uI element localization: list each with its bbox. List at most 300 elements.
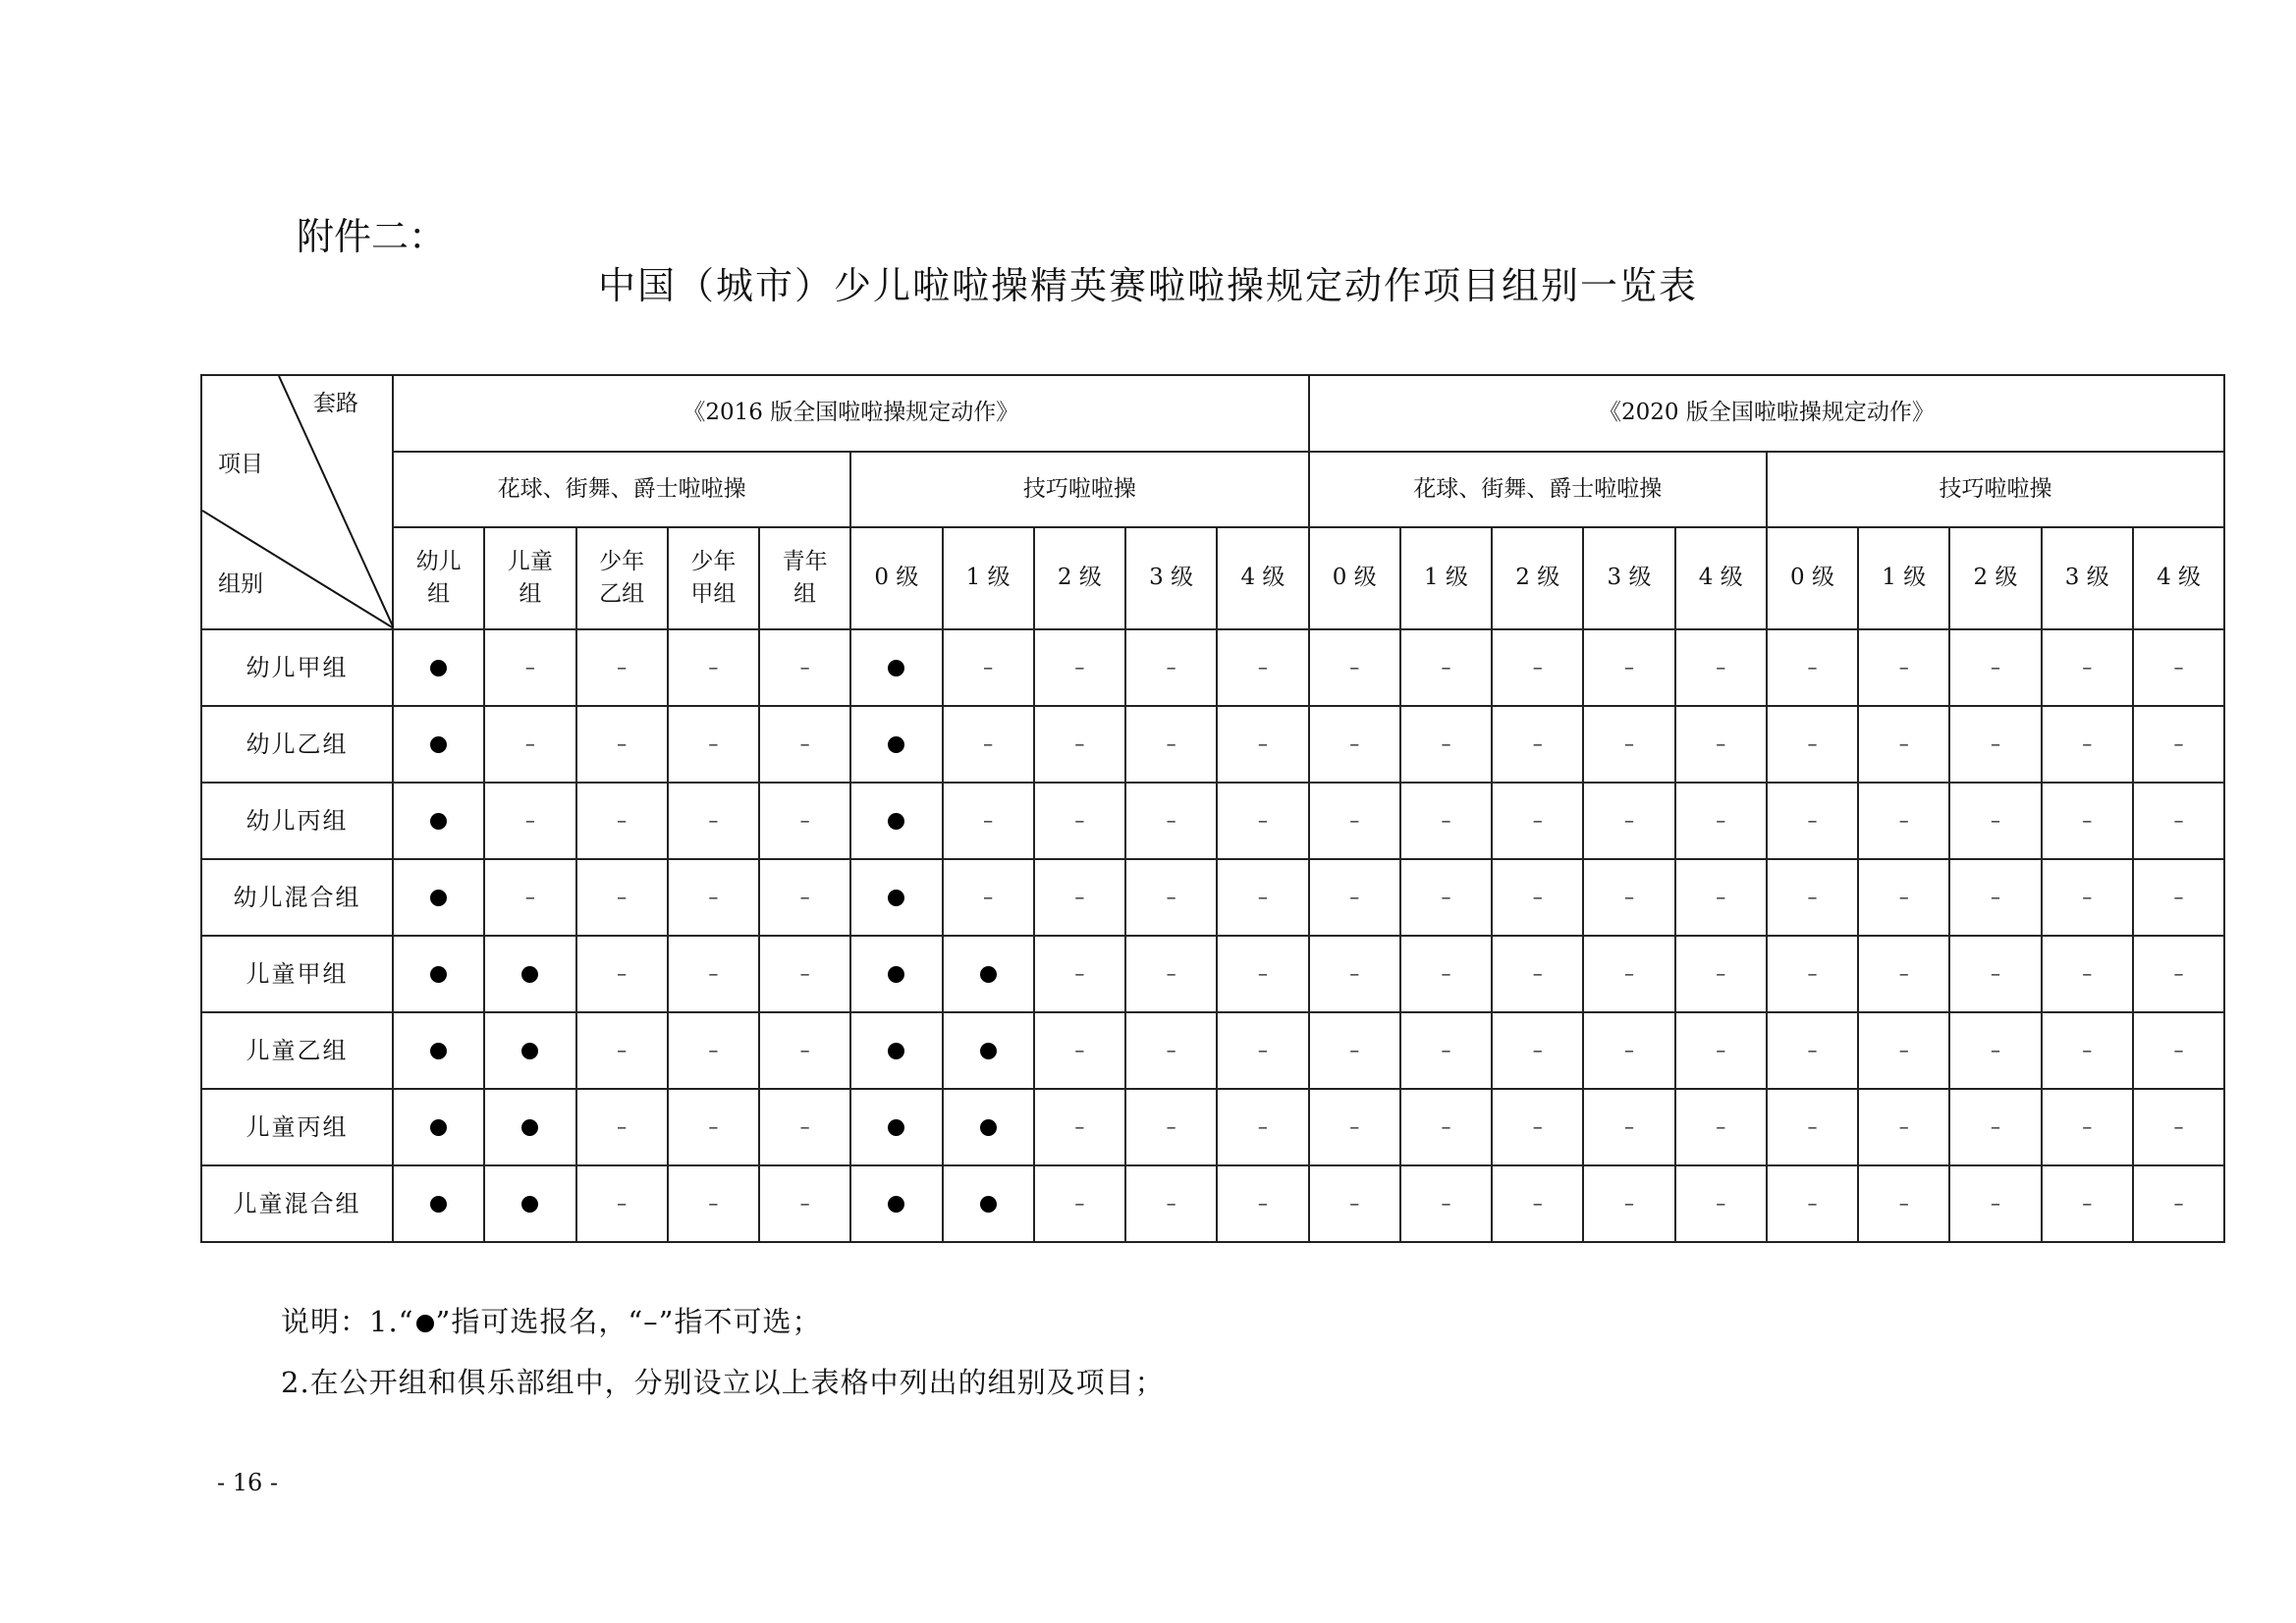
availability-cell [1583, 936, 1674, 1012]
availability-cell [1400, 706, 1492, 783]
not-selectable-dash: – [1898, 1114, 1909, 1139]
availability-cell [1492, 1012, 1583, 1089]
not-selectable-dash: – [2082, 655, 2093, 679]
availability-cell [1767, 783, 1858, 859]
selectable-dot-icon [980, 1196, 997, 1213]
availability-cell [484, 783, 575, 859]
availability-cell [668, 1165, 759, 1242]
edition-header-2020: 《2020 版全国啦啦操规定动作》 [1309, 375, 2225, 452]
header-row-editions [201, 375, 2224, 452]
not-selectable-dash: – [1349, 885, 1360, 909]
not-selectable-dash: – [708, 731, 719, 756]
availability-cell [1492, 859, 1583, 936]
not-selectable-dash: – [1898, 1038, 1909, 1062]
not-selectable-dash: – [1074, 731, 1085, 756]
availability-cell [576, 629, 668, 706]
availability-cell [1583, 1012, 1674, 1089]
not-selectable-dash: – [1074, 961, 1085, 986]
level-header-cell [850, 527, 942, 629]
availability-cell [576, 936, 668, 1012]
not-selectable-dash: – [524, 808, 535, 833]
not-selectable-dash: – [2082, 885, 2093, 909]
not-selectable-dash: – [1441, 885, 1451, 909]
selectable-dot-icon [430, 890, 447, 906]
group-name-cell: 儿童乙组 [201, 1012, 393, 1089]
availability-cell [576, 1012, 668, 1089]
availability-cell [1125, 706, 1217, 783]
not-selectable-dash: – [799, 961, 810, 986]
availability-cell [576, 706, 668, 783]
group-name-cell: 儿童甲组 [201, 936, 393, 1012]
availability-cell [943, 629, 1034, 706]
availability-cell [1034, 629, 1125, 706]
level-header-cell [943, 527, 1034, 629]
level-header-cell [576, 527, 668, 629]
level-header-text: 3 级 [1149, 565, 1194, 591]
availability-cell [1675, 783, 1767, 859]
not-selectable-dash: – [1623, 1038, 1634, 1062]
not-selectable-dash: – [1623, 1191, 1634, 1216]
not-selectable-dash: – [1074, 1114, 1085, 1139]
availability-cell [1492, 1089, 1583, 1165]
level-header-text: 组 [519, 581, 542, 608]
availability-cell [576, 1165, 668, 1242]
selectable-dot-icon [430, 660, 447, 676]
event-table [200, 374, 2225, 1243]
selectable-dot-icon [888, 736, 904, 753]
availability-cell [1949, 936, 2041, 1012]
availability-cell [1675, 859, 1767, 936]
group-name-cell: 儿童丙组 [201, 1089, 393, 1165]
availability-cell [759, 706, 850, 783]
note-line-2: 2.在公开组和俱乐部组中，分别设立以上表格中列出的组别及项目； [281, 1366, 1165, 1399]
not-selectable-dash: – [1532, 655, 1543, 679]
availability-cell [1125, 783, 1217, 859]
not-selectable-dash: – [1257, 1114, 1268, 1139]
not-selectable-dash: – [1349, 961, 1360, 986]
availability-cell [1492, 1165, 1583, 1242]
availability-cell [850, 783, 942, 859]
availability-cell [1034, 1012, 1125, 1089]
note-1-prefix: 说明：1.“ [281, 1305, 414, 1338]
availability-cell [1217, 859, 1308, 936]
availability-cell [1034, 783, 1125, 859]
availability-cell [668, 629, 759, 706]
availability-cell [1675, 1165, 1767, 1242]
availability-cell [2042, 706, 2133, 783]
not-selectable-dash: – [1257, 1191, 1268, 1216]
group-name-cell: 幼儿乙组 [201, 706, 393, 783]
selectable-dot-icon [888, 1043, 904, 1059]
not-selectable-dash: – [799, 1191, 810, 1216]
availability-cell [484, 1089, 575, 1165]
not-selectable-dash: – [1807, 655, 1818, 679]
availability-cell [1309, 936, 1400, 1012]
availability-cell [1492, 706, 1583, 783]
availability-cell [1492, 783, 1583, 859]
not-selectable-dash: – [1441, 808, 1451, 833]
availability-cell [1767, 859, 1858, 936]
not-selectable-dash: – [1716, 1038, 1726, 1062]
not-selectable-dash: – [1898, 1191, 1909, 1216]
availability-cell [1767, 1089, 1858, 1165]
availability-cell [850, 1165, 942, 1242]
not-selectable-dash: – [1532, 1114, 1543, 1139]
level-header-cell [1858, 527, 1949, 629]
availability-cell [1217, 1089, 1308, 1165]
availability-cell [668, 1089, 759, 1165]
availability-cell [1217, 706, 1308, 783]
level-header-text: 3 级 [1607, 565, 1652, 591]
availability-cell [1949, 1089, 2041, 1165]
availability-cell [2133, 936, 2224, 1012]
not-selectable-dash: – [2082, 1114, 2093, 1139]
level-header-cell [1217, 527, 1308, 629]
table-row [201, 859, 2224, 936]
not-selectable-dash: – [708, 1038, 719, 1062]
not-selectable-dash: – [524, 655, 535, 679]
table-row [201, 783, 2224, 859]
not-selectable-dash: – [617, 1191, 628, 1216]
availability-cell [2042, 1165, 2133, 1242]
availability-cell [1309, 1089, 1400, 1165]
not-selectable-dash: – [983, 655, 994, 679]
not-selectable-dash: – [1716, 1191, 1726, 1216]
availability-cell [576, 859, 668, 936]
availability-cell [850, 936, 942, 1012]
availability-cell [2133, 1089, 2224, 1165]
not-selectable-dash: – [1623, 961, 1634, 986]
edition-header-2016: 《2016 版全国啦啦操规定动作》 [393, 375, 1309, 452]
availability-cell [2042, 783, 2133, 859]
not-selectable-dash: – [1441, 1191, 1451, 1216]
availability-cell [759, 783, 850, 859]
not-selectable-dash: – [617, 655, 628, 679]
level-header-text: 3 级 [2064, 565, 2109, 591]
not-selectable-dash: – [1532, 1191, 1543, 1216]
level-header-text: 0 级 [1790, 565, 1834, 591]
not-selectable-dash: – [1349, 1191, 1360, 1216]
selectable-dot-icon [888, 966, 904, 983]
availability-cell [943, 1089, 1034, 1165]
not-selectable-dash: – [1166, 655, 1176, 679]
availability-cell [484, 1012, 575, 1089]
not-selectable-dash: – [1807, 885, 1818, 909]
availability-cell [393, 783, 484, 859]
availability-cell [1858, 936, 1949, 1012]
level-header-text: 4 级 [2157, 565, 2202, 591]
availability-cell [1583, 859, 1674, 936]
not-selectable-dash: – [2082, 961, 2093, 986]
not-selectable-dash: – [1990, 731, 2000, 756]
not-selectable-dash: – [2173, 1038, 2184, 1062]
level-header-cell [2042, 527, 2133, 629]
not-selectable-dash: – [1166, 961, 1176, 986]
availability-cell [1949, 1012, 2041, 1089]
level-header-cell [393, 527, 484, 629]
not-selectable-dash: – [1807, 731, 1818, 756]
availability-cell [850, 706, 942, 783]
availability-cell [1125, 1089, 1217, 1165]
availability-cell [1217, 783, 1308, 859]
not-selectable-dash: – [1257, 1038, 1268, 1062]
availability-cell [1949, 706, 2041, 783]
not-selectable-dash: – [1898, 961, 1909, 986]
table-row [201, 1165, 2224, 1242]
table-row [201, 1012, 2224, 1089]
not-selectable-dash: – [1807, 961, 1818, 986]
availability-cell [1675, 1012, 1767, 1089]
availability-cell [484, 1165, 575, 1242]
not-selectable-dash: – [1074, 808, 1085, 833]
availability-cell [393, 1089, 484, 1165]
group-name-cell: 幼儿丙组 [201, 783, 393, 859]
availability-cell [1583, 783, 1674, 859]
not-selectable-dash: – [2173, 1114, 2184, 1139]
availability-cell [1583, 1165, 1674, 1242]
level-header-cell [484, 527, 575, 629]
not-selectable-dash: – [983, 808, 994, 833]
note-1-suffix: ”指不可选； [658, 1305, 822, 1338]
not-selectable-dash: – [1349, 655, 1360, 679]
availability-cell [1400, 1165, 1492, 1242]
availability-cell [1034, 859, 1125, 936]
selectable-dot-icon [980, 1119, 997, 1136]
not-selectable-dash: – [708, 808, 719, 833]
not-selectable-dash: – [1257, 885, 1268, 909]
level-header-text: 0 级 [1332, 565, 1377, 591]
level-header-cell [1034, 527, 1125, 629]
availability-cell [1400, 783, 1492, 859]
availability-cell [1034, 936, 1125, 1012]
not-selectable-dash: – [1257, 961, 1268, 986]
not-selectable-dash: – [1990, 1038, 2000, 1062]
not-selectable-dash: – [1716, 655, 1726, 679]
availability-cell [1400, 1012, 1492, 1089]
level-header-text: 儿童 [507, 548, 553, 574]
selectable-dot-icon [430, 966, 447, 983]
availability-cell [1767, 936, 1858, 1012]
availability-cell [1767, 629, 1858, 706]
category-header-stunt-2020: 技巧啦啦操 [1767, 452, 2224, 528]
category-header-stunt-2016: 技巧啦啦操 [850, 452, 1308, 528]
availability-cell [1217, 936, 1308, 1012]
selectable-dot-icon [416, 1315, 434, 1332]
availability-cell [484, 706, 575, 783]
selectable-dot-icon [521, 966, 538, 983]
availability-cell [2042, 859, 2133, 936]
availability-cell [943, 859, 1034, 936]
availability-cell [2133, 629, 2224, 706]
level-header-text: 2 级 [1057, 565, 1102, 591]
not-selectable-dash: – [1898, 655, 1909, 679]
table-row [201, 706, 2224, 783]
corner-label-group: 组别 [218, 571, 263, 597]
selectable-dot-icon [888, 1119, 904, 1136]
level-header-text: 少年 [690, 548, 737, 574]
not-selectable-dash: – [1074, 885, 1085, 909]
not-selectable-dash: – [1990, 1114, 2000, 1139]
not-selectable-dash: – [1990, 808, 2000, 833]
not-selectable-dash: – [1990, 655, 2000, 679]
level-header-cell [2133, 527, 2224, 629]
category-header-pom-2016: 花球、街舞、爵士啦啦操 [393, 452, 850, 528]
availability-cell [1858, 706, 1949, 783]
availability-cell [1583, 706, 1674, 783]
not-selectable-dash: – [708, 1114, 719, 1139]
level-header-cell [1583, 527, 1674, 629]
availability-cell [1309, 629, 1400, 706]
availability-cell [1949, 859, 2041, 936]
availability-cell [1400, 1089, 1492, 1165]
not-selectable-dash: – [1623, 885, 1634, 909]
availability-cell [759, 859, 850, 936]
level-header-cell [668, 527, 759, 629]
availability-cell [1949, 1165, 2041, 1242]
availability-cell [1858, 1089, 1949, 1165]
availability-cell [576, 783, 668, 859]
availability-cell [484, 859, 575, 936]
level-header-text: 乙组 [599, 581, 645, 608]
note-1-mid: ”指可选报名，“ [435, 1305, 644, 1338]
not-selectable-dash: – [1349, 1114, 1360, 1139]
page-title: 中国（城市）少儿啦啦操精英赛啦啦操规定动作项目组别一览表 [597, 264, 1698, 307]
availability-cell [2133, 859, 2224, 936]
not-selectable-dash: – [2173, 961, 2184, 986]
availability-cell [1858, 783, 1949, 859]
selectable-dot-icon [980, 966, 997, 983]
note-1-dash: – [643, 1305, 659, 1338]
selectable-dot-icon [521, 1119, 538, 1136]
level-header-text: 2 级 [1973, 565, 2018, 591]
availability-cell [943, 706, 1034, 783]
not-selectable-dash: – [1166, 885, 1176, 909]
availability-cell [393, 706, 484, 783]
availability-cell [1858, 859, 1949, 936]
not-selectable-dash: – [1349, 1038, 1360, 1062]
availability-cell [1675, 1089, 1767, 1165]
not-selectable-dash: – [799, 885, 810, 909]
availability-cell [1217, 1165, 1308, 1242]
availability-cell [759, 629, 850, 706]
not-selectable-dash: – [1807, 808, 1818, 833]
level-header-cell [1125, 527, 1217, 629]
not-selectable-dash: – [1166, 731, 1176, 756]
level-header-cell [1400, 527, 1492, 629]
level-header-cell [1309, 527, 1400, 629]
not-selectable-dash: – [1532, 885, 1543, 909]
level-header-text: 4 级 [1240, 565, 1285, 591]
group-name-cell: 幼儿混合组 [201, 859, 393, 936]
availability-cell [484, 629, 575, 706]
not-selectable-dash: – [1532, 961, 1543, 986]
not-selectable-dash: – [1990, 961, 2000, 986]
availability-cell [668, 706, 759, 783]
not-selectable-dash: – [1349, 808, 1360, 833]
availability-cell [1675, 936, 1767, 1012]
not-selectable-dash: – [799, 731, 810, 756]
availability-cell [484, 936, 575, 1012]
not-selectable-dash: – [1623, 808, 1634, 833]
availability-cell [2042, 1012, 2133, 1089]
not-selectable-dash: – [1716, 808, 1726, 833]
not-selectable-dash: – [799, 1038, 810, 1062]
availability-cell [2133, 706, 2224, 783]
not-selectable-dash: – [1990, 885, 2000, 909]
availability-cell [1583, 1089, 1674, 1165]
availability-cell [668, 1012, 759, 1089]
not-selectable-dash: – [1807, 1114, 1818, 1139]
not-selectable-dash: – [2173, 731, 2184, 756]
not-selectable-dash: – [2173, 808, 2184, 833]
availability-cell [1125, 936, 1217, 1012]
availability-cell [1309, 1165, 1400, 1242]
not-selectable-dash: – [708, 655, 719, 679]
availability-cell [1125, 1012, 1217, 1089]
availability-cell [1675, 706, 1767, 783]
availability-cell [943, 783, 1034, 859]
not-selectable-dash: – [1441, 655, 1451, 679]
group-name-cell: 儿童混合组 [201, 1165, 393, 1242]
selectable-dot-icon [430, 813, 447, 830]
availability-cell [850, 1089, 942, 1165]
not-selectable-dash: – [1898, 885, 1909, 909]
not-selectable-dash: – [617, 885, 628, 909]
level-header-text: 1 级 [1882, 565, 1927, 591]
availability-cell [1217, 629, 1308, 706]
availability-cell [2133, 1165, 2224, 1242]
availability-cell [2133, 1012, 2224, 1089]
availability-cell [1858, 1165, 1949, 1242]
not-selectable-dash: – [1257, 655, 1268, 679]
availability-cell [759, 1165, 850, 1242]
level-header-text: 青年 [782, 548, 828, 574]
availability-cell [2133, 783, 2224, 859]
availability-cell [759, 1089, 850, 1165]
not-selectable-dash: – [799, 655, 810, 679]
availability-cell [1767, 706, 1858, 783]
table-row [201, 936, 2224, 1012]
not-selectable-dash: – [1349, 731, 1360, 756]
level-header-text: 组 [793, 581, 817, 608]
not-selectable-dash: – [1532, 1038, 1543, 1062]
not-selectable-dash: – [1441, 1114, 1451, 1139]
header-row-levels [201, 527, 2224, 629]
availability-cell [393, 1012, 484, 1089]
corner-header-cell [201, 375, 393, 629]
not-selectable-dash: – [1074, 1038, 1085, 1062]
level-header-text: 少年 [599, 548, 645, 574]
selectable-dot-icon [521, 1043, 538, 1059]
availability-cell [943, 936, 1034, 1012]
not-selectable-dash: – [1807, 1038, 1818, 1062]
level-header-cell [1767, 527, 1858, 629]
not-selectable-dash: – [2082, 1038, 2093, 1062]
table-row [201, 1089, 2224, 1165]
availability-cell [1767, 1012, 1858, 1089]
not-selectable-dash: – [1441, 961, 1451, 986]
not-selectable-dash: – [1532, 808, 1543, 833]
not-selectable-dash: – [1532, 731, 1543, 756]
availability-cell [668, 783, 759, 859]
availability-cell [759, 1012, 850, 1089]
level-header-text: 1 级 [1424, 565, 1468, 591]
level-header-text: 甲组 [690, 581, 737, 608]
group-name-cell: 幼儿甲组 [201, 629, 393, 706]
availability-cell [1034, 1165, 1125, 1242]
not-selectable-dash: – [1166, 1191, 1176, 1216]
availability-cell [1400, 629, 1492, 706]
